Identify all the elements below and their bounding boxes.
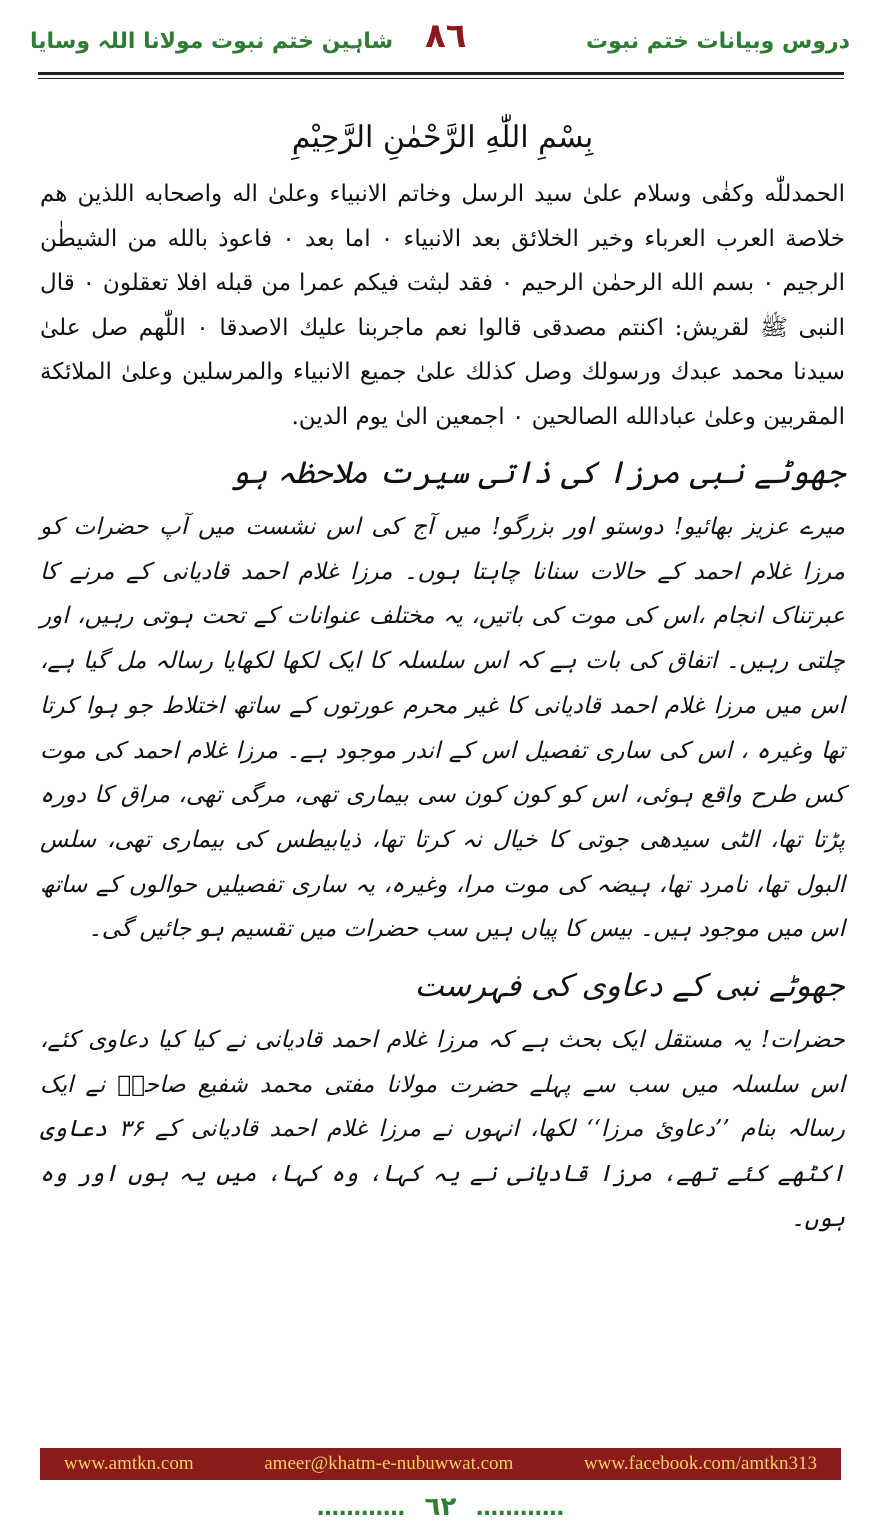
footer-email-link[interactable]: ameer@khatm-e-nubuwwat.com [264, 1453, 514, 1474]
footer-website-link[interactable]: www.amtkn.com [64, 1453, 194, 1474]
footer-page-number: ٦٢ [424, 1492, 457, 1522]
header-page-number: ٨٦ [425, 16, 467, 56]
header-rule-thin [38, 78, 844, 79]
section-heading-biography: جھوٹے نبی مرزا کی ذاتی سیرت ملاحظہ ہو [231, 455, 845, 491]
header-rule-thick [38, 72, 844, 75]
page-header [30, 18, 850, 64]
page-content [40, 110, 845, 1242]
header-author-title: شاہین ختم نبوت مولانا اللہ وسایا [30, 28, 394, 54]
footer-dots-left: ………… [317, 1496, 406, 1521]
section-body-biography: میرے عزیز بھائیو! دوستو اور بزرگو! میں آج کی اس نشست میں آپ حضرات کو مرزا غلام احمد کے حالات سنانا چاہتا ہوں۔ مرزا غلام احمد قادیانی کے مرنے کا عبرتناک انجام ،اس کی موت کی باتیں، یہ مختلف عنوانات کے تحت ہوتی رہیں، اور چلتی رہیں۔ اتفاق کی بات ہے کہ اس سلسلہ کا ایک لکھا لکھایا رسالہ مل گیا ہے، اس میں مرزا غلام احمد قادیانی کا غیر محرم عورتوں کے ساتھ اختلاط جو ہوا کرتا تھا وغیرہ ، اس کی ساری تفصیل اس کے اندر موجود ہے۔ مرزا غلام احمد کی موت کس طرح واقع ہوئی، اس کو کون کون سی بیماری تھی، مرگی تھی، مراق کا دورہ پڑتا تھا، الٹی سیدھی جوتی کا خیال نہ کرتا تھا، ذیابیطس کی بیماری تھی، سلس البول تھا، نامرد تھا، ہیضہ کی موت مرا، وغیرہ، یہ ساری تفصیلیں حوالوں کے ساتھ اس میں موجود ہیں۔ بیس کا پیاں ہیں سب حضرات میں تقسیم ہو جائیں گی۔ [40, 514, 845, 943]
arabic-intro-paragraph: الحمدللّٰه وكفٰى وسلام علىٰ سيد الرسل وخاتم الانبياء وعلىٰ اله واصحابه اللذين هم خلاصة العرب العرباء وخير الخلائق بعد الانبياء ۰ اما بعد ۰ فاعوذ بالله من الشيطٰن الرجيم ۰ بسم الله الرحمٰن الرحيم ۰ فقد لبثت فيكم عمرا من قبله افلا تعقلون ۰ قال النبی ﷺ لقريش: اكنتم مصدقی قالوا نعم ماجربنا عليك الاصدقا ۰ اللّٰهم صل علىٰ سيدنا محمد عبدك ورسولك وصل كذلك علىٰ جميع الانبياء والمرسلين وعلىٰ الملائكة المقربين وعلىٰ عبادالله الصالحين ۰ اجمعين الىٰ يوم الدين. [40, 181, 845, 430]
header-book-title: دروس وبیانات ختم نبوت [586, 28, 850, 54]
footer-dots-right: ………… [475, 1496, 564, 1521]
page-footer [0, 1492, 881, 1522]
section-heading-claims: جھوٹے نبی کے دعاوی کی فہرست [414, 968, 845, 1005]
bismillah: بِسْمِ اللّٰهِ الرَّحْمٰنِ الرَّحِيْمِ [291, 120, 594, 155]
footer-contact-bar [40, 1448, 841, 1480]
footer-facebook-link[interactable]: www.facebook.com/amtkn313 [583, 1453, 817, 1474]
section-body-claims: حضرات! یہ مستقل ایک بحث ہے کہ مرزا غلام احمد قادیانی نے کیا کیا دعاوی کئے، اس سلسلہ میں سب سے پہلے حضرت مولانا مفتی محمد شفیع صاحبؒ نے ایک رسالہ بنام ’’دعاویٔ مرزا‘‘ لکھا، انہوں نے مرزا غلام احمد قادیانی کے ۳۶ دعاوی اکٹھے کئے تھے، مرزا قادیانی نے یہ کہا، وہ کہا، میں یہ ہوں اور وہ ہوں۔ [40, 1027, 845, 1232]
